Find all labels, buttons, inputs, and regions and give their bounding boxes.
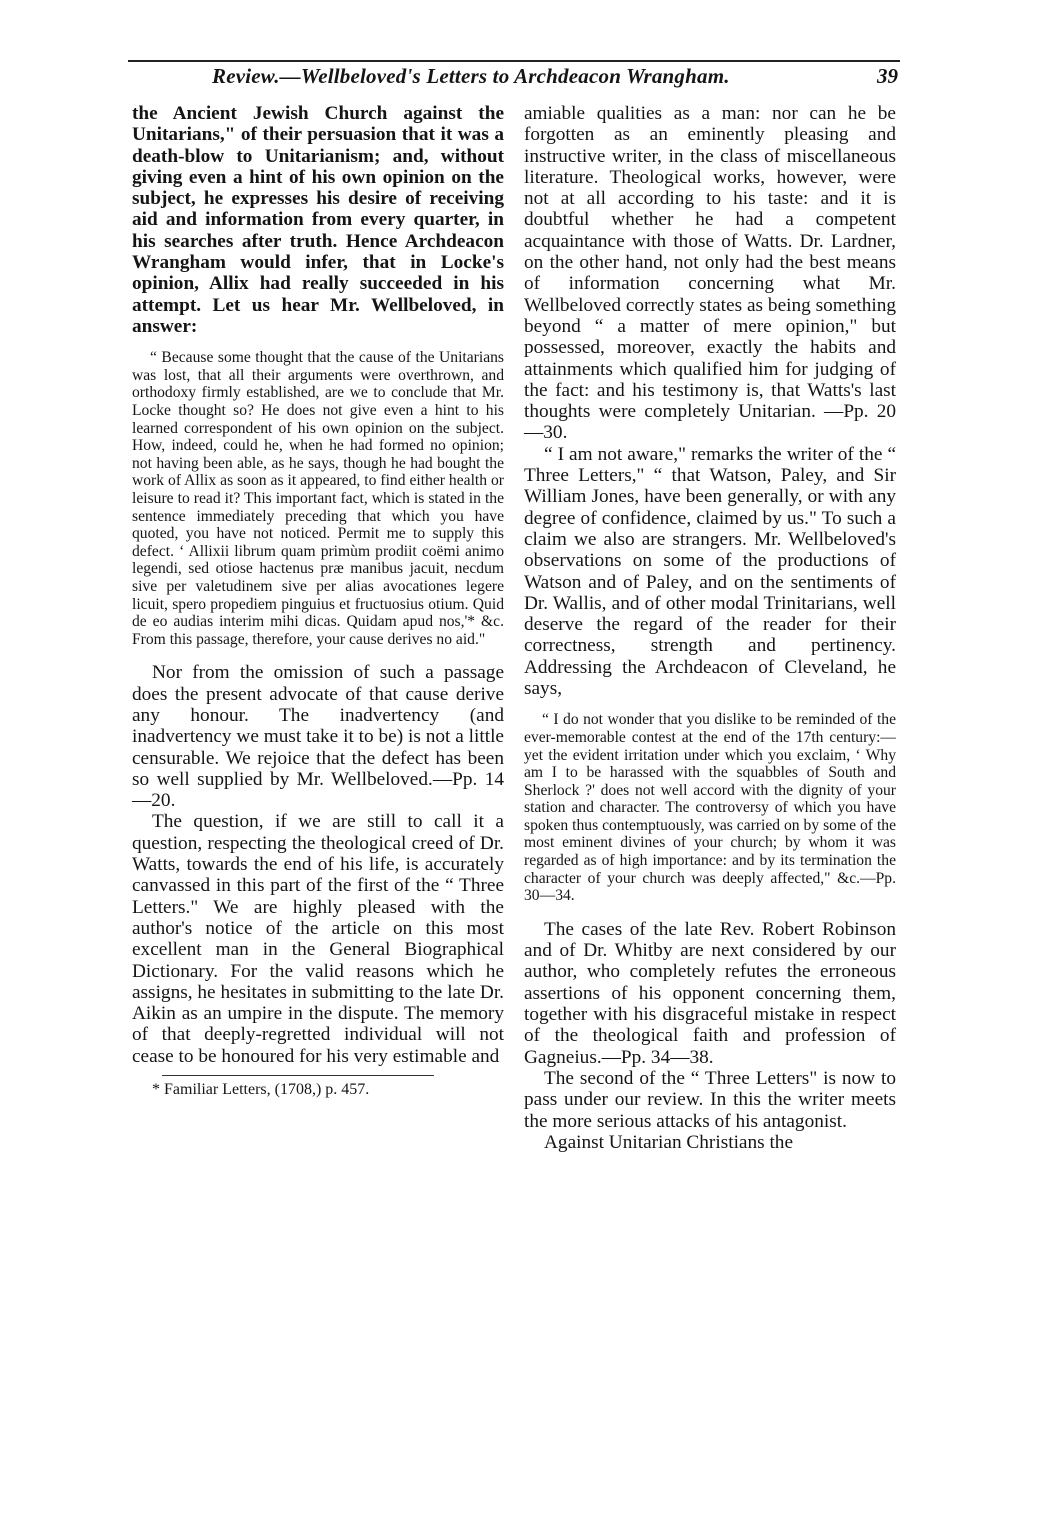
right-paragraph-1: amiable qualities as a man: nor can he be forgotten as an eminently pleasing and instructive writer, in the class of miscellaneous literature. Theological works, however, were not at all according to his taste: and it is doubtful whether he had a competent acquaintance with those of Watts. Dr. Lardner, on the other hand, not only had the best means of information concerning what Mr. Wellbeloved correctly states as being something beyond “ a matter of mere opinion," but possessed, moreover, exactly the habits and attainments which qualified him for judging of the fact: and his testimony is, that Watts's last thoughts were completely Unitarian. —Pp. 20—30. bbox=[524, 103, 896, 444]
locke-quotation: “ Because some thought that the cause of the Unitarians was lost, that all their arguments were overthrown, and orthodoxy firmly established, are we to conclude that Mr. Locke thought so? He does not give even a hint to his learned correspondent of his own opinion on the subject. How, indeed, could he, when he had formed no opinion; not having been able, as he says, though he had bought the work of Allix as soon as it appeared, to find either health or leisure to read it? This important fact, which is stated in the sentence immediately preceding that which you have quoted, you have not noticed. Permit me to supply this defect. ‘ Allixii librum quam primùm prodiit coëmi animo legendi, sed otiose hactenus præ manibus jacuit, necdum sive per valetudinem sive per alias avocationes legere licuit, spero propediem pinguius et fructuosius otium. Quid de eo audias interim mihi dicas. Quidam apud nos,'* &c. From this passage, therefore, your cause derives no aid." bbox=[132, 349, 504, 648]
page-number: 39 bbox=[877, 64, 898, 88]
right-paragraph-4: The second of the “ Three Letters" is now to pass under our review. In this the writer meets the more serious attacks of his antagonist. bbox=[524, 1067, 896, 1132]
right-paragraph-2: “ I am not aware," remarks the writer of the “ Three Letters," “ that Watson, Paley, and Sir William Jones, have been generally, or with any degree of confidence, claimed by us." To such a claim we also are strangers. Mr. Wellbeloved's observations on some of the productions of Watson and of Paley, and on the sentiments of Dr. Wallis, and of other modal Trinitarians, well deserve the regard of the reader for their correctness, strength and pertinency. Addressing the Archdeacon of Cleveland, he says, bbox=[524, 443, 896, 700]
right-paragraph-5: Against Unitarian Christians the bbox=[544, 1131, 794, 1153]
left-paragraph-3: The question, if we are still to call it a question, respecting the theological creed of Dr. Watts, towards the end of his life, is accurately canvassed in this part of the first of the “ Three Letters." We are highly pleased with the author's notice of the article on this most excellent man in the General Biographical Dictionary. For the valid reasons which he assigns, he hesitates in submitting to the late Dr. Aikin as an umpire in the dispute. The memory of that deeply-regretted individual will not cease to be honoured for his very estimable and bbox=[132, 811, 504, 1067]
right-column bbox=[524, 103, 896, 1153]
left-column bbox=[132, 103, 504, 1100]
left-paragraph-1: the Ancient Jewish Church against the Unitarians," of their persuasion that it was a death-blow to Unitarianism; and, without giving even a hint of his own opinion on the subject, he expresses his desire of receiving aid and information from every quarter, in his searches after truth. Hence Archdeacon Wrangham would infer, that in Locke's opinion, Allix had really succeeded in his attempt. Let us hear Mr. Wellbeloved, in answer: bbox=[132, 103, 504, 337]
wellbeloved-quotation: “ I do not wonder that you dislike to be reminded of the ever-memorable contest at the end of the 17th century:— yet the evident irritation under which you exclaim, ‘ Why am I to be harassed with the squabbles of South and Sherlock ?' does not well accord with the dignity of your station and character. The controversy of which you have spoken thus contemptuously, was carried on by some of the most eminent divines of your church; by whom it was regarded as of high importance: and by its termination the character of your church was deeply affected," &c.—Pp. 30—34. bbox=[524, 711, 896, 905]
running-title: Review.—Wellbeloved's Letters to Archdeacon Wrangham. bbox=[212, 64, 730, 88]
footnote-rule bbox=[162, 1075, 434, 1076]
left-paragraph-2: Nor from the omission of such a passage does the present advocate of that cause derive any honour. The inadvertency (and inadvertency we must take it to be) is not a little censurable. We rejoice that the defect has been so well supplied by Mr. Wellbeloved.—Pp. 14—20. bbox=[132, 662, 504, 812]
header-rule bbox=[128, 60, 900, 62]
footnote: * Familiar Letters, (1708,) p. 457. bbox=[152, 1081, 370, 1098]
right-paragraph-3: The cases of the late Rev. Robert Robinson and of Dr. Whitby are next considered by our author, who completely refutes the erroneous assertions of his opponent concerning them, together with his disgraceful mistake in respect of the theological faith and profession of Gagneius.—Pp. 34—38. bbox=[524, 918, 896, 1068]
